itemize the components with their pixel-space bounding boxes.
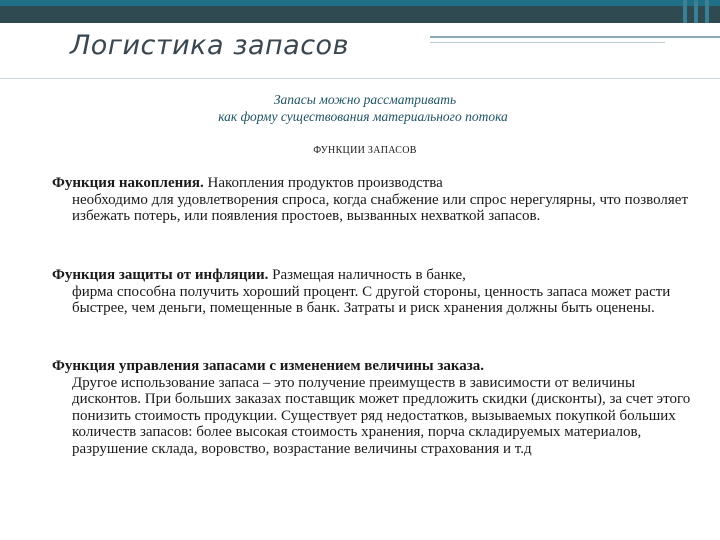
function-lead-text: Накопления продуктов производства: [203, 175, 443, 191]
title-rule: [430, 36, 720, 38]
function-body: Другое использование запаса – это получение преимуществ в зависимости от величины дисконтов. При больших заказах поставщик может предложить скидки (дисконты), за счет этого понизить стоимость продукции. Существует ряд недостатков, вызываемых покупкой больших количеств запасов: более высокая стоимость хранения, порча складируемых материалов, разрушение склада, воровство, возрастание величины страхования и т.д: [72, 374, 691, 457]
subtitle-line-1: Запасы можно рассматривать: [273, 92, 457, 107]
function-paragraph: [52, 175, 692, 225]
header-accent-stripe: [0, 0, 720, 6]
title-rule: [430, 42, 665, 43]
function-title: Функция управления запасами с изменением величины заказа.: [52, 358, 485, 374]
function-title: Функция накопления.: [52, 175, 204, 191]
divider: [0, 78, 720, 79]
page-title: Логистика запасов: [70, 30, 349, 61]
function-title: Функция защиты от инфляции.: [52, 267, 269, 283]
subtitle-line-2: как форму существования материального потока: [218, 109, 508, 124]
function-paragraph: [52, 267, 692, 317]
header-tick: [694, 0, 698, 23]
function-lead-text: Размещая наличность в банке,: [268, 267, 466, 283]
header-tick: [683, 0, 687, 23]
function-body: фирма способна получить хороший процент. С другой стороны, ценность запаса может расти быстрее, чем деньги, помещенные в банк. Затраты и риск хранения должны быть оценены.: [72, 283, 671, 316]
header-tick: [705, 0, 709, 23]
section-heading: ФУНКЦИИ ЗАПАСОВ: [313, 145, 417, 156]
function-paragraph: [52, 358, 692, 457]
function-body: необходимо для удовлетворения спроса, когда снабжение или спрос нерегулярны, что позволяет избежать потерь, или появления простоев, вызванных нехваткой запасов.: [72, 191, 689, 224]
